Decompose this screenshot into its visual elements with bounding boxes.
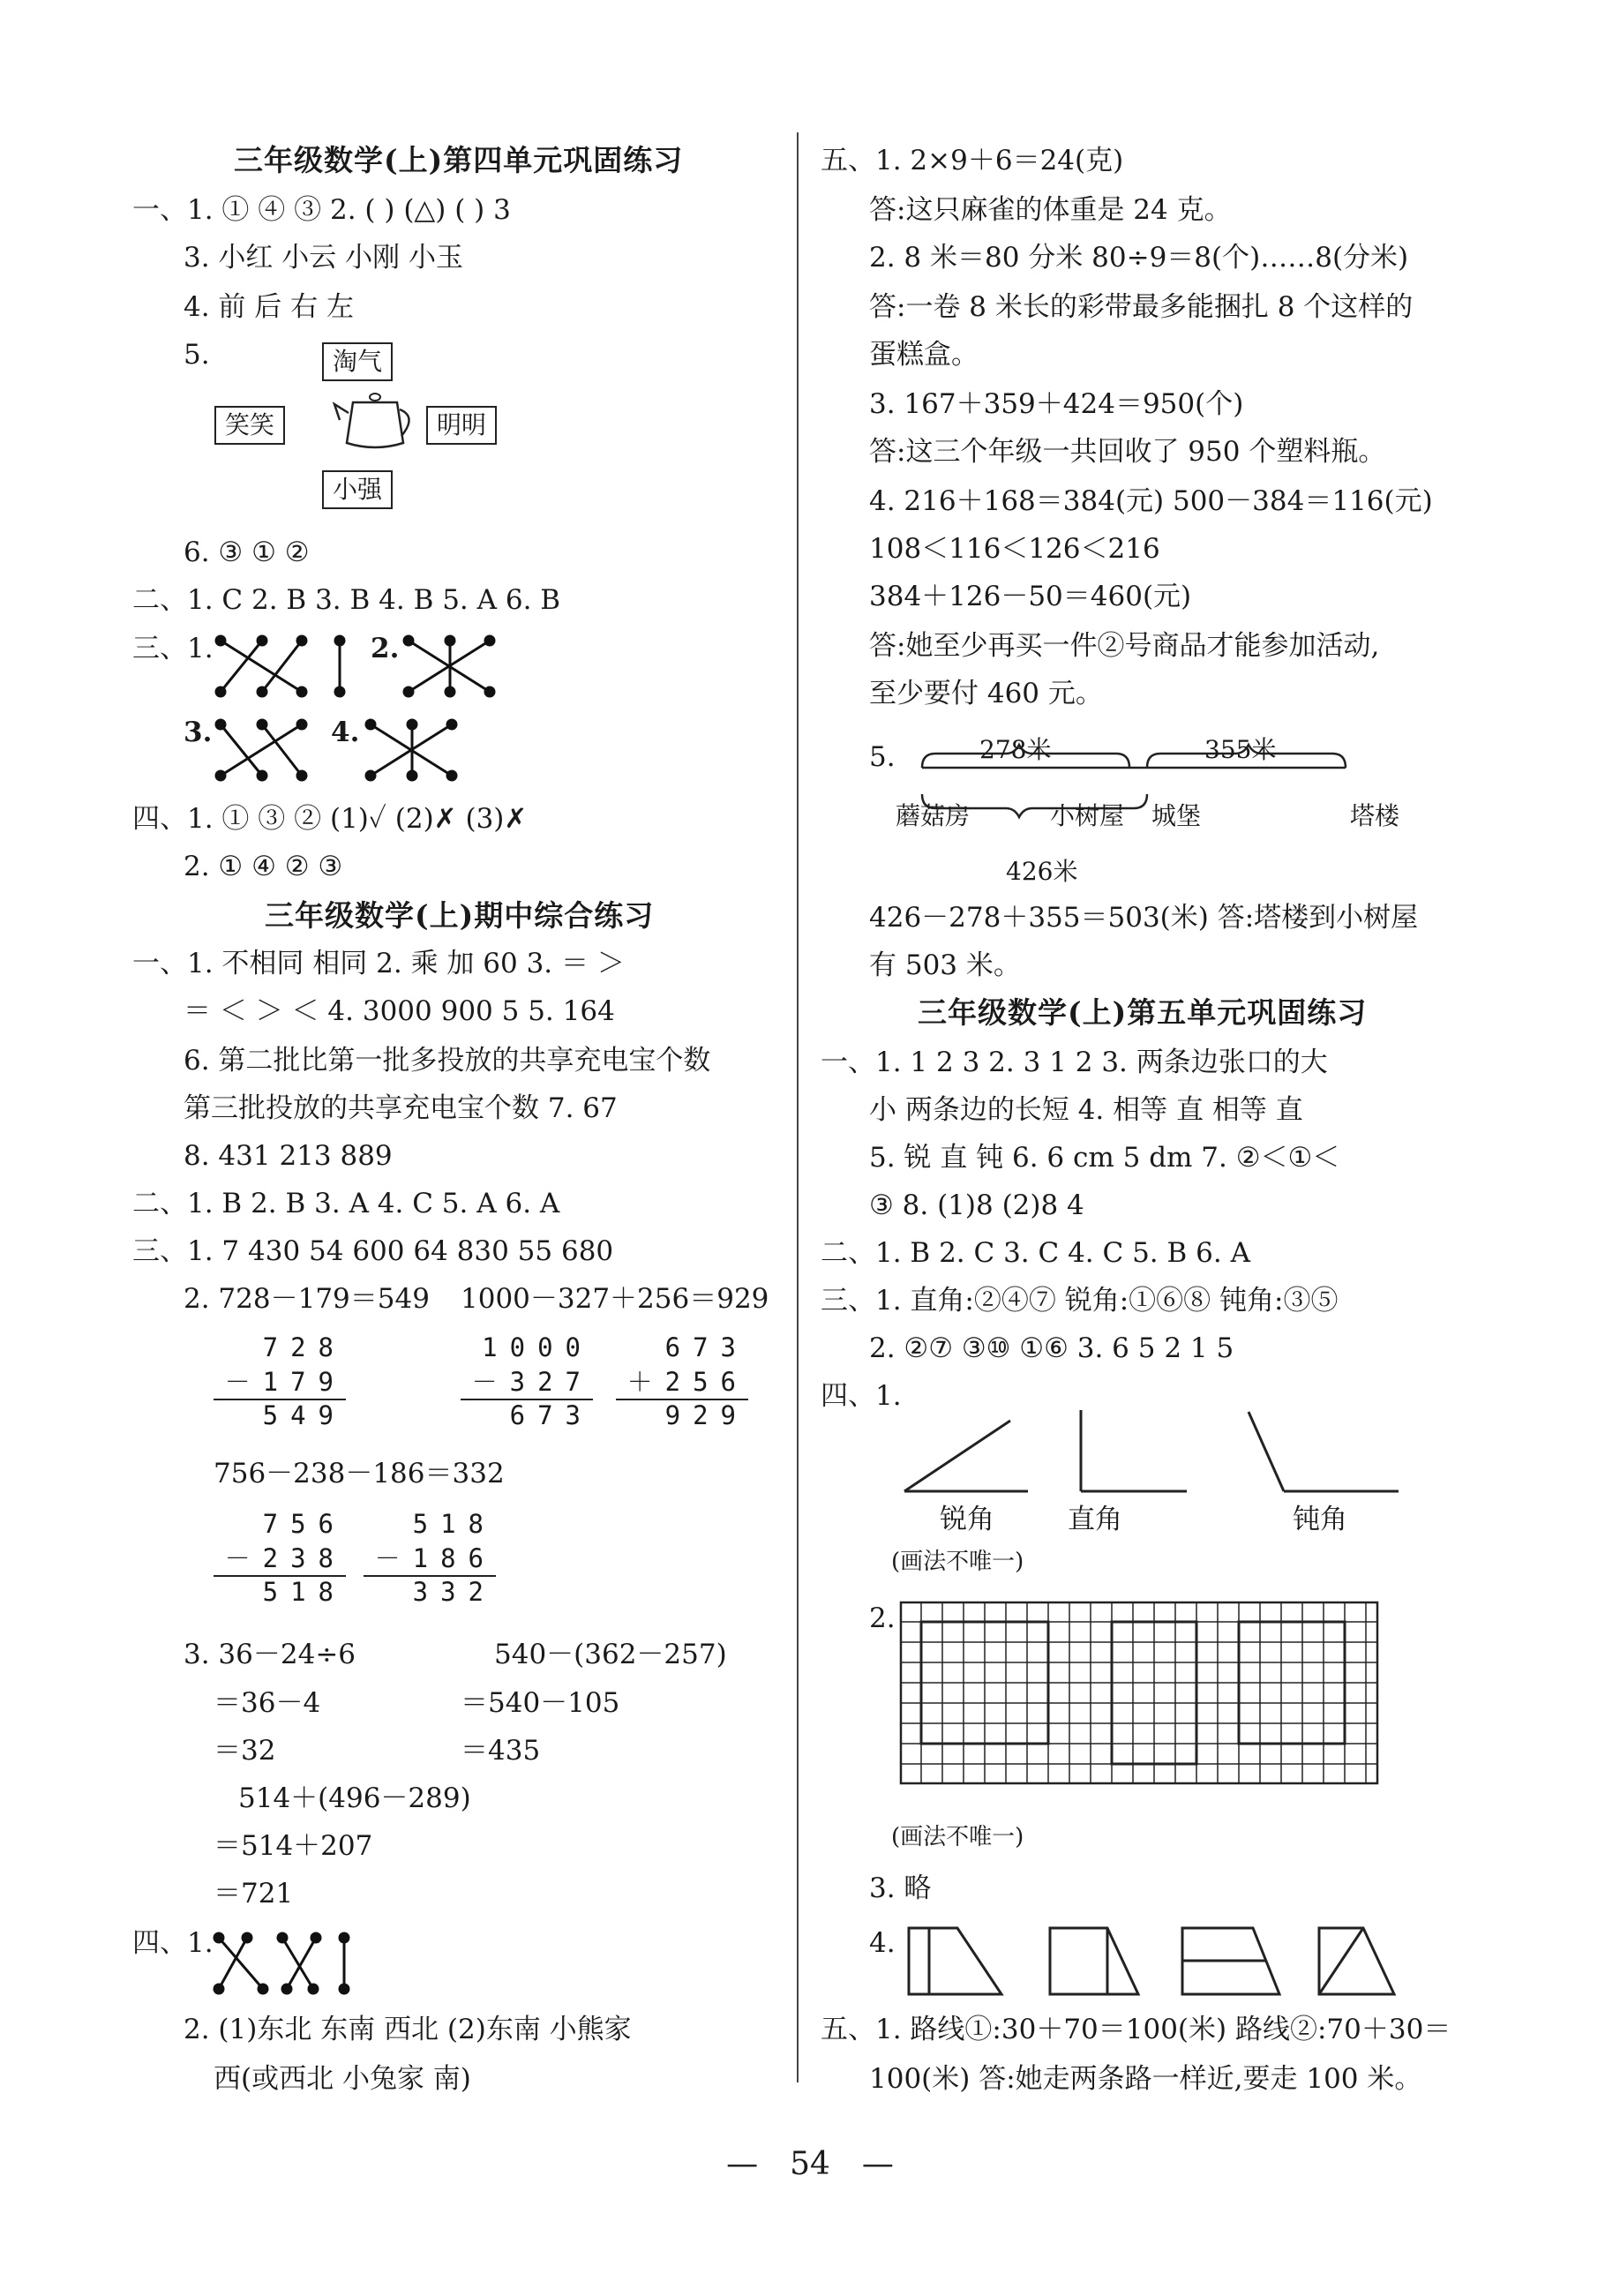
u5-line: 3. 略 xyxy=(869,1872,932,1904)
r-line: 答:这三个年级一共回收了 950 个塑料瓶。 xyxy=(869,436,1386,468)
vertical-calc: 518 －186 332 xyxy=(364,1509,496,1607)
mid-line: 514＋(496－289) xyxy=(238,1782,471,1814)
line-match-figure xyxy=(401,635,499,697)
u5-line: ③ 8. (1)8 (2)8 4 xyxy=(869,1189,1084,1221)
line-match-figure xyxy=(214,719,311,781)
page-footer xyxy=(0,2146,1620,2182)
mid-line: ＝435 xyxy=(461,1735,541,1767)
u5-line: 一、1. 1 2 3 2. 3 1 2 3. 两条边张口的大 xyxy=(821,1047,1328,1078)
u4-q3-4-label: 4. xyxy=(331,717,360,748)
grid-figure xyxy=(900,1602,1380,1787)
u5-line: 二、1. B 2. C 3. C 4. C 5. B 6. A xyxy=(821,1237,1250,1269)
mid-line: 2. 728－179＝549 xyxy=(184,1283,430,1315)
u5-line: 小 两条边的长短 4. 相等 直 相等 直 xyxy=(869,1094,1303,1126)
teapot-icon xyxy=(331,390,419,454)
shape-division-figures xyxy=(904,1924,1399,2003)
vertical-calc: 673 ＋256 929 xyxy=(616,1332,748,1430)
r-line: 答:她至少再买一件②号商品才能参加活动, xyxy=(869,630,1380,662)
r-line: 384＋126－50＝460(元) xyxy=(869,581,1192,612)
note-drawing-not-unique: (画法不唯一) xyxy=(891,1824,1024,1850)
u5-q4-label: 四、1. xyxy=(821,1380,902,1412)
u4-q3-1-label: 三、1. xyxy=(132,633,214,664)
r-line: 3. 167＋359＋424＝950(个) xyxy=(869,388,1244,420)
note-drawing-not-unique: (画法不唯一) xyxy=(891,1549,1024,1575)
u4-line: 3. 小红 小云 小刚 小玉 xyxy=(184,242,463,274)
mid-line: ＝ ＜ ＞ ＜ 4. 3000 900 5 5. 164 xyxy=(184,995,615,1027)
mid-line: ＝36－4 xyxy=(214,1687,321,1719)
route-place: 蘑菇房 xyxy=(896,801,971,830)
angle-drawings xyxy=(896,1403,1407,1500)
line-match-figure xyxy=(212,1932,353,1994)
u5-line: 5. 锐 直 钝 6. 6 cm 5 dm 7. ②＜①＜ xyxy=(869,1142,1340,1174)
midterm-title: 三年级数学(上)期中综合练习 xyxy=(265,898,655,933)
mid-line: ＝514＋207 xyxy=(214,1830,373,1862)
r-line: 4. 216＋168＝384(元) 500－384＝116(元) xyxy=(869,485,1433,517)
u4-q3-2-label: 2. xyxy=(371,633,400,664)
r-line: 答:这只麻雀的体重是 24 克。 xyxy=(869,194,1232,226)
footer-dash: — xyxy=(726,2146,759,2182)
unit4-title: 三年级数学(上)第四单元巩固练习 xyxy=(234,143,684,177)
route-place: 小树屋 xyxy=(1050,801,1125,830)
mid-line: 第三批投放的共享充电宝个数 7. 67 xyxy=(184,1092,618,1124)
vertical-calc: 1000 －327 673 xyxy=(461,1332,593,1430)
u4-line: 四、1. ① ③ ② (1)✓ (2)✗ (3)✗ xyxy=(132,803,528,835)
r-line: 2. 8 米＝80 分米 80÷9＝8(个)……8(分米) xyxy=(869,242,1409,274)
u5-line: 五、1. 路线①:30＋70＝100(米) 路线②:70＋30＝ xyxy=(821,2014,1451,2045)
box-xiaoqiang: 小强 xyxy=(322,470,393,509)
u5-line: 2. ②⑦ ③⑩ ①⑥ 3. 6 5 2 1 5 xyxy=(869,1332,1234,1364)
u5-line: 三、1. 直角:②④⑦ 锐角:①⑥⑧ 钝角:③⑤ xyxy=(821,1285,1339,1317)
u4-line: 4. 前 后 右 左 xyxy=(184,291,354,323)
angle-label-obtuse: 钝角 xyxy=(1293,1504,1347,1535)
footer-dash: — xyxy=(861,2146,894,2182)
mid-line: 6. 第二批比第一批多投放的共享充电宝个数 xyxy=(184,1045,711,1077)
mid-line: 二、1. B 2. B 3. A 4. C 5. A 6. A xyxy=(132,1188,560,1219)
u4-line: 二、1. C 2. B 3. B 4. B 5. A 6. B xyxy=(132,584,561,616)
u5-q4-drawing-label: 4. xyxy=(869,1927,896,1959)
u4-line: 6. ③ ① ② xyxy=(184,536,310,568)
mid-line: ＝32 xyxy=(214,1735,276,1767)
line-match-figure xyxy=(214,635,311,697)
u4-line: 一、1. ① ④ ③ 2. ( ) (△) ( ) 3 xyxy=(132,194,511,226)
u5-q2-label: 2. xyxy=(869,1602,896,1634)
r-line: 426－278＋355＝503(米) 答:塔楼到小树屋 xyxy=(869,902,1419,934)
line-match-figure xyxy=(331,635,349,697)
angle-label-right: 直角 xyxy=(1068,1504,1122,1535)
r-line: 108＜116＜126＜216 xyxy=(869,533,1160,565)
mid-line: 3. 36－24÷6 xyxy=(184,1639,356,1670)
box-taoqi: 淘气 xyxy=(322,342,393,381)
mid-line: 2. (1)东北 东南 西北 (2)东南 小熊家 xyxy=(184,2014,632,2045)
box-mingming: 明明 xyxy=(426,406,497,445)
u4-q5-label: 5. xyxy=(184,339,210,371)
mid-line: ＝721 xyxy=(214,1878,294,1910)
u5-line: 100(米) 答:她走两条路一样近,要走 100 米。 xyxy=(869,2063,1422,2095)
mid-q4-label: 四、1. xyxy=(132,1927,214,1959)
unit5-title: 三年级数学(上)第五单元巩固练习 xyxy=(918,995,1368,1030)
r-line: 有 503 米。 xyxy=(869,949,1021,981)
mid-line: 三、1. 7 430 54 600 64 830 55 680 xyxy=(132,1235,614,1267)
mid-line: ＝540－105 xyxy=(461,1687,620,1719)
page-number: 54 xyxy=(790,2146,830,2182)
column-divider xyxy=(797,132,799,2082)
mid-line: 540－(362－257) xyxy=(494,1639,727,1670)
angle-label-acute: 锐角 xyxy=(940,1504,994,1535)
mid-line: 一、1. 不相同 相同 2. 乘 加 60 3. ＝ ＞ xyxy=(132,948,625,979)
r-q5-label: 5. xyxy=(869,741,896,773)
mid-line: 1000－327＋256＝929 xyxy=(461,1283,769,1315)
route-place: 塔楼 xyxy=(1350,801,1400,830)
r-line: 至少要付 460 元。 xyxy=(869,678,1103,709)
mid-line: 西(或西北 小兔家 南) xyxy=(214,2063,471,2095)
u4-line: 2. ① ④ ② ③ xyxy=(184,851,343,882)
vertical-calc: 756 －238 518 xyxy=(214,1509,346,1607)
mid-line: 8. 431 213 889 xyxy=(184,1140,393,1172)
r-line: 蛋糕盒。 xyxy=(869,339,979,371)
line-match-figure xyxy=(364,719,461,781)
u4-q3-3-label: 3. xyxy=(184,717,213,748)
box-xiaoxiao: 笑笑 xyxy=(214,406,285,445)
r-line: 五、1. 2×9＋6＝24(克) xyxy=(821,145,1124,176)
route-dist-426: 426米 xyxy=(1006,857,1078,886)
route-dist-355: 355米 xyxy=(1204,735,1277,764)
r-line: 答:一卷 8 米长的彩带最多能捆扎 8 个这样的 xyxy=(869,291,1414,323)
vertical-calc: 728 －179 549 xyxy=(214,1332,346,1430)
route-place: 城堡 xyxy=(1151,801,1202,830)
mid-line: 756－238－186＝332 xyxy=(214,1458,505,1489)
route-dist-278: 278米 xyxy=(979,735,1052,764)
